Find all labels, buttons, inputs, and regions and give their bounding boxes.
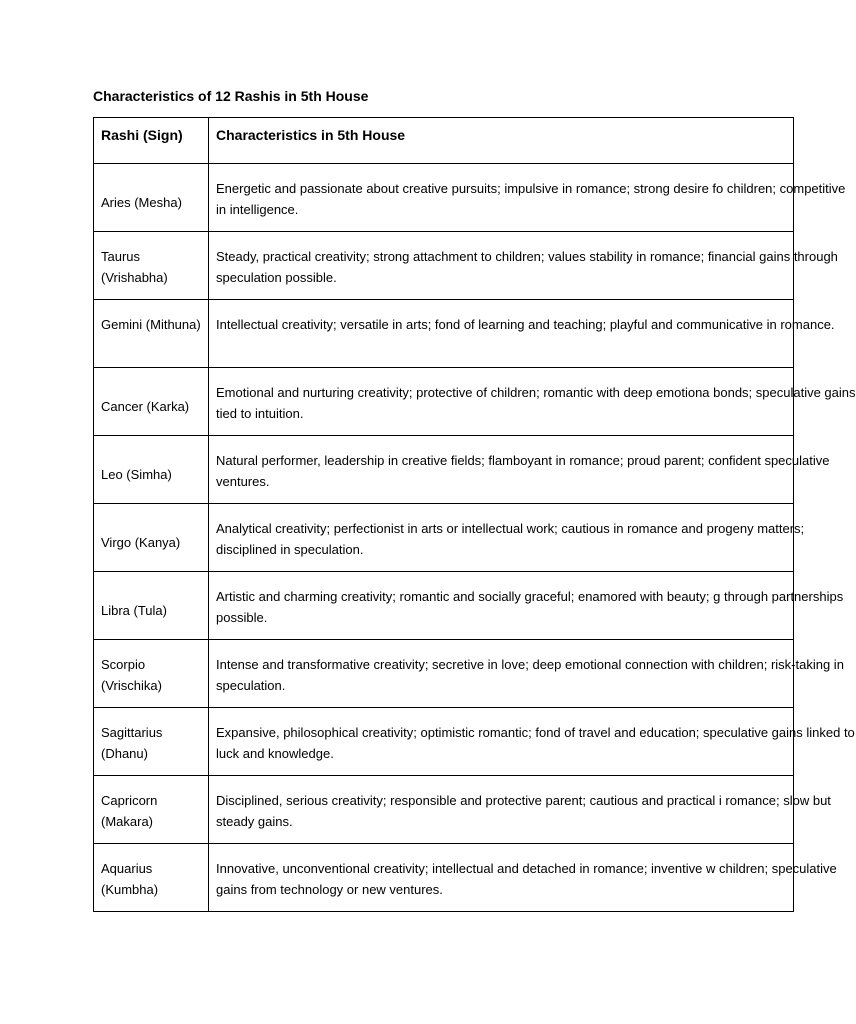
characteristics-cell (209, 436, 830, 504)
characteristics-cell (209, 844, 837, 912)
characteristics-text: Energetic and passionate about creative pursuits; impulsive in romance; strong desire fo children; competitive in intelligence. (216, 181, 846, 217)
characteristics-text: Disciplined, serious creativity; responsible and protective parent; cautious and practical i romance; slow but steady gains. (216, 793, 831, 829)
table-row (94, 504, 794, 572)
document-title: Characteristics of 12 Rashis in 5th House (93, 88, 369, 104)
table-row (94, 436, 794, 504)
table-viewport (93, 117, 856, 917)
characteristics-text: Steady, practical creativity; strong attachment to children; values stability in romance; financial gains through speculation possible. (216, 249, 838, 285)
characteristics-cell (209, 572, 844, 640)
characteristics-text: Expansive, philosophical creativity; optimistic romantic; fond of travel and education; speculative gains linked to luck and knowledge. (216, 725, 855, 761)
characteristics-cell (209, 640, 844, 708)
characteristics-text: Natural performer, leadership in creative fields; flamboyant in romance; proud parent; confident speculative ventures. (216, 453, 830, 489)
characteristics-cell (209, 504, 805, 572)
characteristics-cell (209, 708, 855, 776)
characteristics-text: Artistic and charming creativity; romantic and socially graceful; enamored with beauty; g through partnerships possible. (216, 589, 844, 625)
table-row (94, 572, 794, 640)
table-row (94, 164, 794, 232)
rashi-sign-cell: Capricorn (Makara) (94, 776, 209, 844)
table-header (94, 118, 794, 164)
header-characteristics: Characteristics in 5th House (209, 118, 794, 164)
characteristics-text: Intellectual creativity; versatile in arts; fond of learning and teaching; playful and communicative in romance. (216, 317, 835, 332)
characteristics-cell (209, 300, 835, 368)
characteristics-text: Emotional and nurturing creativity; protective of children; romantic with deep emotiona bonds; speculative gains tied to intuition. (216, 385, 856, 421)
table-row (94, 300, 794, 368)
rashi-sign-cell: Cancer (Karka) (94, 368, 209, 436)
table-row (94, 708, 794, 776)
rashi-sign-cell: Leo (Simha) (94, 436, 209, 504)
table-body (94, 164, 856, 912)
rashi-sign-cell: Virgo (Kanya) (94, 504, 209, 572)
characteristics-text: Intense and transformative creativity; secretive in love; deep emotional connection with children; risk-taking in speculation. (216, 657, 844, 693)
rashi-sign-cell: Sagittarius (Dhanu) (94, 708, 209, 776)
rashi-sign-cell: Gemini (Mithuna) (94, 300, 209, 368)
rashi-sign-cell: Aries (Mesha) (94, 164, 209, 232)
table-row (94, 368, 794, 436)
rashi-sign-cell: Scorpio (Vrischika) (94, 640, 209, 708)
table-row (94, 232, 794, 300)
characteristics-text: Innovative, unconventional creativity; intellectual and detached in romance; inventive w children; speculative gains from technology or new ventures. (216, 861, 837, 897)
rashi-sign-cell: Libra (Tula) (94, 572, 209, 640)
characteristics-cell (209, 776, 831, 844)
table-row (94, 776, 794, 844)
header-row (94, 118, 794, 164)
characteristics-cell (209, 232, 838, 300)
characteristics-cell (209, 164, 846, 232)
header-rashi-sign: Rashi (Sign) (94, 118, 209, 164)
rashi-sign-cell: Taurus (Vrishabha) (94, 232, 209, 300)
characteristics-text: Analytical creativity; perfectionist in arts or intellectual work; cautious in romance and progeny matters; disciplined in speculation. (216, 521, 805, 557)
rashi-sign-cell: Aquarius (Kumbha) (94, 844, 209, 912)
table-row (94, 640, 794, 708)
table-row (94, 844, 794, 912)
rashi-characteristics-table (93, 117, 856, 912)
characteristics-cell (209, 368, 856, 436)
